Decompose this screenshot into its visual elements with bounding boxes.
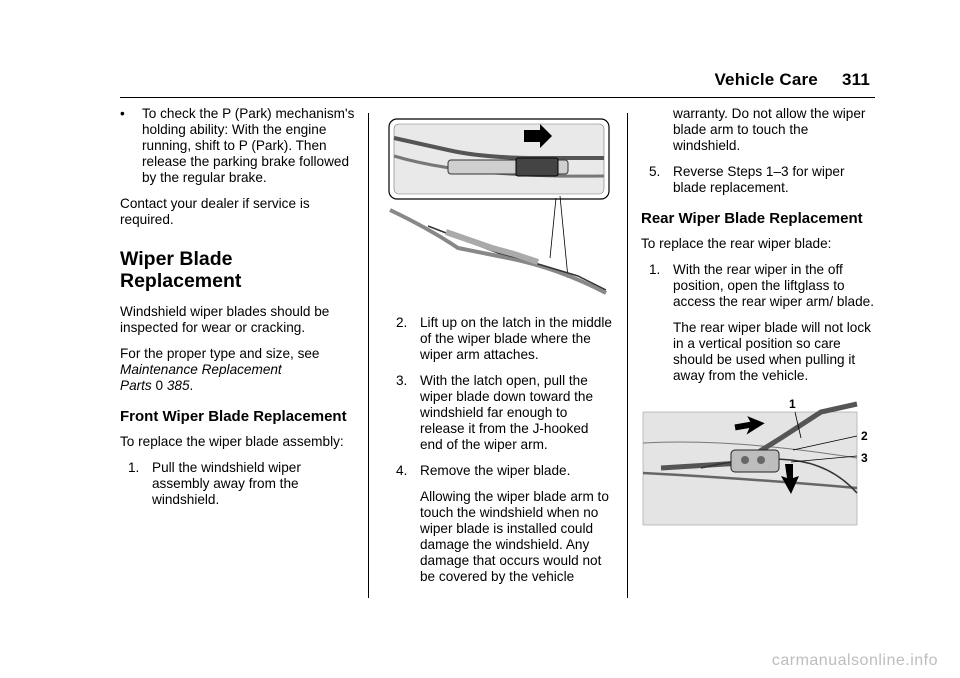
see-text: For the proper type and size, see [120,346,320,361]
column-2 [388,118,614,595]
ref-end: . [189,378,194,393]
column-divider-2 [627,113,628,598]
step-number: 4. [396,463,408,478]
bullet-text: To check the P (Park) mechanism's holding ability: With the engine running, shift to P (Park). Then release the parking brake followed by the regular brake. [142,106,355,185]
ref-line-2: Parts [120,378,152,393]
link-maintenance-parts[interactable] [120,362,282,393]
step-1 [120,460,356,508]
step-number: 1. [128,460,140,475]
bullet-park-check [120,106,356,186]
step-number: 2. [396,315,408,330]
callout-3: 3 [861,451,868,465]
step-4 [388,463,614,479]
para-inspect: Windshield wiper blades should be inspected for wear or cracking. [120,304,330,335]
step-text: Remove the wiper blade. [420,463,571,478]
step-number: 1. [649,262,661,277]
rear-step-1-note: The rear wiper blade will not lock in a vertical position so care should be used when pulling it away from the vehicle. [673,320,871,383]
front-wiper-illustration [388,118,610,303]
section-title: Vehicle Care [714,70,818,89]
heading-front-wiper: Front Wiper Blade Replacement [120,408,347,425]
page-number: 311 [841,70,870,89]
rear-wiper-illustration [641,398,873,528]
ref-line-1: Maintenance Replacement [120,362,282,377]
step-3 [388,373,614,453]
step-5 [641,164,877,196]
column-divider-1 [368,113,369,598]
step-4-note: Allowing the wiper blade arm to touch the windshield when no wiper blade is installed could damage the windshield. Any damage that occurs would not be covered by the vehicle [420,489,609,584]
page-ref-icon: 0 [155,378,164,393]
step-text: Pull the windshield wiper assembly away from the windshield. [152,460,301,507]
heading-wiper-replacement: Wiper Blade Replacement [120,248,242,292]
header-rule [120,97,875,98]
column-1 [120,106,356,518]
para-rear-intro: To replace the rear wiper blade: [641,236,832,251]
step-text: Reverse Steps 1–3 for wiper blade replacement. [673,164,845,195]
step-number: 3. [396,373,408,388]
para-front-intro: To replace the wiper blade assembly: [120,434,344,449]
ref-page: 385 [166,378,190,393]
step-text: Lift up on the latch in the middle of the wiper blade where the wiper arm attaches. [420,315,612,362]
step-number: 5. [649,164,661,179]
para-dealer: Contact your dealer if service is required. [120,196,310,227]
page-header [714,70,870,90]
heading-rear-wiper: Rear Wiper Blade Replacement [641,210,863,227]
bullet-mark: • [120,106,125,121]
step-text: With the latch open, pull the wiper blade down toward the windshield far enough to release it from the J-hooked end of the wiper arm. [420,373,594,452]
callout-1: 1 [789,398,796,411]
step-2 [388,315,614,363]
rear-step-1 [641,262,877,310]
warranty-continued: warranty. Do not allow the wiper blade arm to touch the windshield. [673,106,866,153]
step-text: With the rear wiper in the off position, open the liftglass to access the rear wiper arm/ blade. [673,262,874,309]
callout-2: 2 [861,429,868,443]
watermark-text: carmanualsonline.info [771,652,938,669]
para-see-reference [120,346,356,394]
column-3 [641,106,877,528]
